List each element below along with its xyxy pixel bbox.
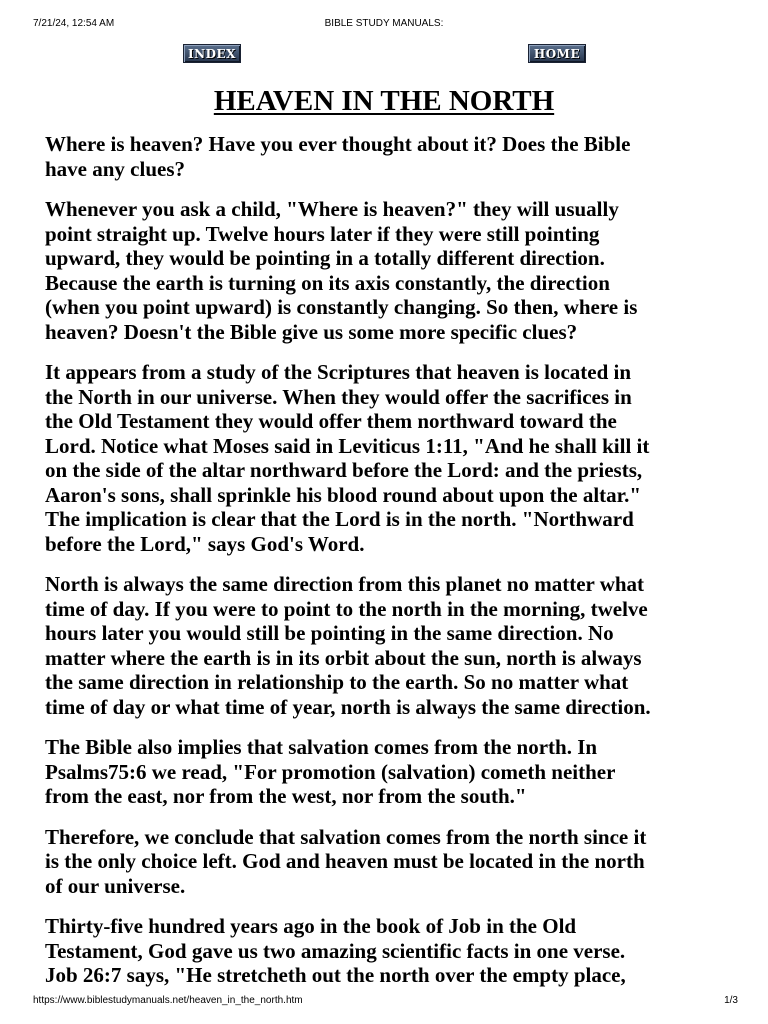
paragraph — [45, 360, 735, 556]
paragraph-line: of our universe. — [45, 873, 186, 898]
paragraph-line: Job 26:7 says, "He stretcheth out the north over the empty place, — [45, 963, 626, 987]
paragraph-line: the Old Testament they would offer them northward toward the — [45, 409, 617, 433]
paragraph-line: from the east, nor from the west, nor from the south." — [45, 784, 527, 808]
paragraph-line: time of day. If you were to point to the north in the morning, twelve — [45, 596, 648, 621]
paragraph-line: North is always the same direction from this planet no matter what — [45, 572, 645, 596]
paragraph — [45, 825, 735, 899]
article-body — [45, 132, 735, 1004]
print-footer — [0, 994, 768, 1008]
index-button[interactable]: INDEX — [183, 44, 241, 63]
paragraph-line: Therefore, we conclude that salvation comes from the north since it — [45, 824, 647, 849]
paragraph-line: matter where the earth is in its orbit about the sun, north is always — [45, 645, 642, 670]
paragraph-line: The implication is clear that the Lord is in the north. "Northward — [45, 507, 634, 531]
paragraph-line: the North in our universe. When they would offer the sacrifices in — [45, 384, 632, 409]
print-page-number: 1/3 — [724, 995, 738, 1006]
paragraph-line: the same direction in relationship to the earth. So no matter what — [45, 670, 629, 694]
paragraph — [45, 572, 735, 719]
paragraph-line: Psalms75:6 we read, "For promotion (salvation) cometh neither — [45, 759, 616, 784]
print-url: https://www.biblestudymanuals.net/heaven_in_the_north.htm — [33, 995, 303, 1006]
paragraph-line: Aaron's sons, shall sprinkle his blood round about upon the altar." — [45, 482, 641, 507]
paragraph — [45, 735, 735, 809]
paragraph-line: on the side of the altar northward before the Lord: and the priests, — [45, 458, 643, 482]
paragraph-line: heaven? Doesn't the Bible give us some more specific clues? — [45, 319, 578, 344]
paragraph-line: It appears from a study of the Scriptures that heaven is located in — [45, 360, 632, 384]
home-button[interactable]: HOME — [528, 44, 586, 63]
paragraph-line: (when you point upward) is constantly changing. So then, where is — [45, 295, 638, 319]
paragraph — [45, 197, 735, 344]
paragraph-line: point straight up. Twelve hours later if they were still pointing — [45, 221, 600, 246]
paragraph-line: time of day or what time of year, north is always the same direction. — [45, 694, 651, 719]
print-header — [0, 17, 768, 31]
paragraph — [45, 132, 735, 181]
paragraph-line: Whenever you ask a child, "Where is heaven?" they will usually — [45, 197, 619, 221]
paragraph-line: Where is heaven? Have you ever thought about it? Does the Bible — [45, 132, 631, 156]
paragraph-line: before the Lord," says God's Word. — [45, 531, 365, 556]
paragraph-line: upward, they would be pointing in a totally different direction. — [45, 246, 605, 270]
paragraph — [45, 914, 735, 988]
paragraph-line: is the only choice left. God and heaven must be located in the north — [45, 849, 645, 873]
page-title: HEAVEN IN THE NORTH — [213, 85, 555, 117]
paragraph-line: Thirty-five hundred years ago in the book of Job in the Old — [45, 914, 577, 938]
paragraph-line: Lord. Notice what Moses said in Leviticus 1:11, "And he shall kill it — [45, 433, 650, 458]
paragraph-line: The Bible also implies that salvation comes from the north. In — [45, 735, 598, 759]
print-datetime: 7/21/24, 12:54 AM — [33, 18, 115, 29]
paragraph-line: Because the earth is turning on its axis constantly, the direction — [45, 270, 610, 295]
paragraph-line: have any clues? — [45, 156, 186, 181]
paragraph-line: hours later you would still be pointing in the same direction. No — [45, 621, 614, 645]
print-doc-title: BIBLE STUDY MANUALS: — [324, 18, 444, 29]
paragraph-line: Testament, God gave us two amazing scientific facts in one verse. — [45, 938, 626, 963]
